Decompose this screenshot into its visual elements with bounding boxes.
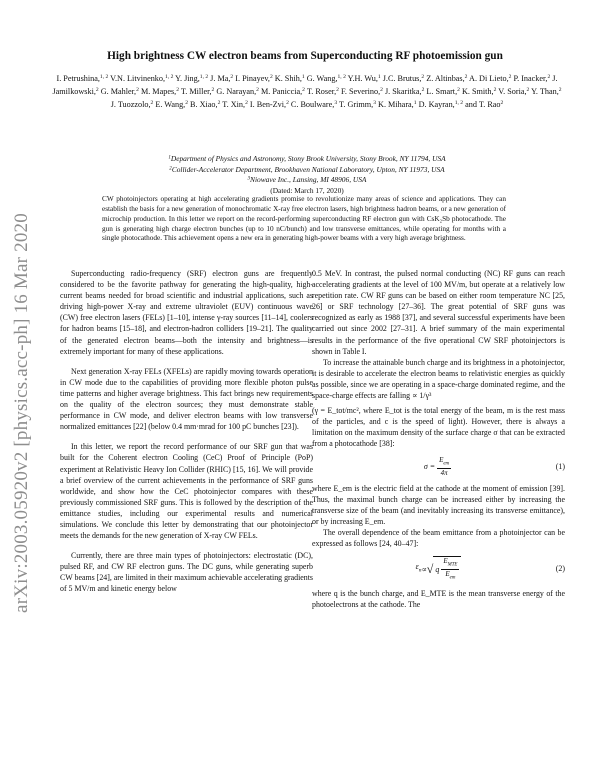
paragraph-letter: In this letter, we report the record performance of our SRF gun that was built for the Coherent electron Cooling (CeC) Proof of Principle (PoP) experiment at Relativistic Heavy Ion Collider (RHIC) [15, 16]. We will provide a brief overview of the current achievements in the performance of SRF guns worldwide, and show how the CeC photoinjector compares with these previously commissioned SRF guns. This is followed by the description of the emittance studies, including our experimental results and numerical simulations. We conclude this letter by demonstrating that our photoinjector meets the demands for the new generation of X-ray CW FELs. [60, 442, 313, 541]
author-name: P. Inacker, [511, 74, 548, 83]
author-affiliation-mark: 1, 2 [199, 74, 209, 81]
equation-1 [312, 455, 565, 479]
author-affiliation-mark: 2 [421, 74, 425, 81]
author-name: T. Xin, [220, 100, 246, 110]
author-name: and T. Rao [463, 100, 501, 110]
eq2-number: (2) [555, 564, 565, 574]
author-affiliation-mark: 2 [380, 87, 383, 94]
eq2-sqrt: √ q $\frac{E_{MTE}}{E_{em}}$ [427, 556, 462, 583]
author-affiliation-mark: 2 [526, 87, 530, 94]
author-name: I. Petrushina, [56, 74, 100, 83]
author-name: Y. Jing, [173, 74, 200, 83]
abstract: CW photoinjectors operating at high accelerating gradients promise to revolutionize many areas of science and applications. They can establish the basis for a new generation of monochromatic X-ray free electron lasers, high brightness hadron beams, or a new generation of microchip production. In this letter we report on the record-performing superconducting RF electron gun with CsK₂Sb photocathode. The gun is generating high charge electron bunches (up to 10 nC/bunch) and low transverse emittances, while operating for months with a single photocathode. This achievement opens a new era in generating high-power beams with a very high average brightness. [102, 195, 506, 243]
author-affiliation-mark: 2 [500, 100, 504, 107]
author-affiliation-mark: 1, 2 [165, 74, 174, 81]
eq1-lhs: σ = [423, 461, 436, 471]
author-affiliation-mark: 2 [547, 74, 551, 81]
paragraph-gamma-def: (γ = E_tot/mc², where E_tot is the total energy of the beam, m is the rest mass of the particles, and c is the speed of light). However, there is always a limitation on the maximum density of the surface charge σ that can be extracted from a photocathode [38]: [312, 406, 565, 449]
author-affiliation-mark: 2 [211, 87, 215, 94]
author-affiliation-mark: 2 [136, 87, 139, 94]
author-affiliation-mark: 1, 2 [454, 100, 464, 107]
author-name: I. Ben-Zvi, [247, 100, 287, 110]
author-affiliation-mark: 1, 2 [99, 74, 109, 81]
author-name: I. Pinayev, [233, 74, 270, 83]
eq2-lhs: $\varepsilon_n$ [415, 562, 422, 574]
author-name: K. Smith, [459, 87, 494, 97]
arxiv-stamp-text: arXiv:2003.05920v2 [physics.acc-ph] 16 Mar 2020 [11, 212, 32, 613]
right-column [312, 268, 565, 610]
eq1-number: (1) [555, 461, 565, 471]
affiliation-2: $^2$Collider-Accelerator Department, Brookhaven National Laboratory, Upton, NY 11973, USA [169, 164, 445, 174]
author-name: T. Grimm, [337, 100, 374, 110]
author-affiliation-mark: 2 [464, 74, 468, 81]
author-name: G. Wang, [304, 74, 338, 83]
eq1-fraction: $\frac{E_{em}}{4\pi}$ [439, 455, 450, 478]
author-name: K. Mihara, [375, 100, 414, 110]
author-affiliation-mark: 2 [493, 87, 497, 94]
author-affiliation-mark: 3 [334, 100, 338, 107]
paragraph-intro: Superconducting radio-frequency (SRF) electron guns are frequently considered to be the favorite pathway for generating the high-quality, high-current beams needed for broad scientific and industrial applications, such as driving high-power X-ray and extreme ultraviolet (EUV) continuous wave (CW) free electron lasers (FELs) [1–10], intense γ-ray sources [11–14], coolers for hadron beams [15–18], and electron-hadron colliders [19–21]. The quality of the generated electron beams—both the intensity and brightness—is extremely important for many of these applications. [60, 269, 313, 356]
author-name: M. Paniccia, [258, 87, 303, 97]
author-affiliation-mark: 1 [413, 100, 417, 107]
paragraph-space-charge: To increase the attainable bunch charge and its brightness in a photoinjector, it is desirable to accelerate the electron beams to relativistic energies as quickly as possible, since we are operating in a space-charge dominated regime, and the space-charge effects are falling ∝ 1/γ³ [312, 357, 565, 401]
author-affiliation-mark: 3 [373, 100, 376, 107]
author-affiliation-mark: 2 [230, 74, 234, 81]
author-name: T. Roser, [304, 87, 337, 97]
author-affiliation-mark: 2 [176, 87, 179, 94]
paragraph-continued: 0.5 MeV. In contrast, the pulsed normal conducting (NC) RF guns can reach accelerating gradients at the level of 100 MV/m, but operate at a relatively low repetition rate. CW RF guns can be based on either room temperature NC [25, 26] or SRF technology [27–36]. The great potential of SRF guns was recognized as early as 1988 [37], and several successful experiments have been carried out since 2002 [27–31]. A brief summary of the main experimental results in the performance of the five operational CW SRF photoinjectors is shown in Table I. [312, 269, 565, 356]
paragraph-emission: where E_em is the electric field at the cathode at the moment of emission [39]. Thus, the maximal bunch charge can be increased either by increasing the transverse size of the beam (and inevitably increasing its transverse emittance), or by increasing E_em. [312, 483, 565, 526]
author-affiliation-mark: 2 [558, 87, 562, 94]
author-affiliation-mark: 1 [377, 74, 381, 81]
author-name: F. Severino, [338, 87, 381, 97]
affiliation-3: $^3$Niowave Inc., Lansing, MI 48906, USA [247, 175, 367, 185]
author-name: Z. Altinbas, [424, 74, 465, 83]
author-affiliation-mark: 2 [421, 87, 425, 94]
author-name: M. Mapes, [138, 87, 177, 97]
author-affiliation-mark: 2 [508, 74, 512, 81]
author-name: V.N. Litvinenko, [108, 74, 166, 83]
author-name: C. Boulware, [288, 100, 335, 110]
author-name: G. Narayan, [214, 87, 257, 97]
author-affiliation-mark: 2 [269, 74, 273, 81]
author-affiliation-mark: 1 [301, 74, 305, 81]
author-name: J. Skaritka, [382, 87, 422, 97]
author-name: Y. Than, [529, 87, 559, 97]
author-affiliation-mark: 2 [286, 100, 289, 107]
author-affiliation-mark: 2 [336, 87, 339, 94]
author-name: D. Kayran, [416, 100, 455, 110]
author-name: V. Soria, [496, 87, 527, 97]
author-name: G. Mahler, [98, 87, 137, 97]
author-name: J. Jamilkowski, [52, 74, 558, 97]
paragraph-emittance: The overall dependence of the beam emittance from a photoinjector can be expressed as follows [24, 40–47]: [312, 527, 565, 548]
author-affiliation-mark: 2 [256, 87, 259, 94]
author-affiliation-mark: 2 [95, 87, 99, 94]
paragraph-photoinjectors: Currently, there are three main types of photoinjectors: electrostatic (DC), pulsed RF, and CW RF electron guns. The DC guns, while generating superb CW beams [24], are limited in their maximum achievable accelerating gradients of 5 MV/m and kinetic energy below [60, 551, 313, 594]
arxiv-stamp [2, 205, 42, 620]
author-list [52, 72, 562, 112]
eq2-proportional: ∝ [421, 564, 427, 574]
author-affiliation-mark: 2 [245, 100, 248, 107]
author-name: T. Miller, [178, 87, 212, 97]
equation-2 [312, 554, 565, 584]
paragraph-xfel: Next generation X-ray FELs (XFELs) are rapidly moving towards operation in CW mode due to the capabilities of providing more flexible photon pulse time patterns and higher average brightness. This fact brings new requirements on the quality of the electron sources; they must demonstrate stable performance in CW mode, and deliver electron beams with low transverse normalized emittances [22] (below 0.4 mm·mrad for 100 pC bunches [23]). [60, 366, 313, 432]
date-line: (Dated: March 17, 2020) [270, 185, 344, 195]
paper-title: High brightness CW electron beams from Superconducting RF photoemission gun [107, 50, 503, 62]
author-name: E. Wang, [153, 100, 186, 110]
author-name: K. Shih, [272, 74, 302, 83]
author-name: A. Di Lieto, [467, 74, 509, 83]
author-affiliation-mark: 2 [150, 100, 154, 107]
author-name: L. Smart, [424, 87, 458, 97]
author-affiliation-mark: 2 [217, 100, 221, 107]
author-affiliation-mark: 2 [457, 87, 460, 94]
author-name: J. Ma, [208, 74, 231, 83]
author-affiliation-mark: 1, 2 [337, 74, 346, 81]
author-affiliation-mark: 2 [185, 100, 188, 107]
author-affiliation-mark: 2 [302, 87, 305, 94]
left-column [60, 268, 313, 595]
author-name: J.C. Brutus, [380, 74, 422, 83]
author-name: J. Tuozzolo, [110, 100, 151, 110]
author-name: Y.H. Wu, [345, 74, 378, 83]
affiliations [52, 154, 562, 196]
affiliation-1: $^1$Department of Physics and Astronomy, Stony Brook University, Stony Brook, NY 11794, USA [168, 154, 446, 163]
author-name: B. Xiao, [188, 100, 218, 110]
paragraph-final: where q is the bunch charge, and E_MTE is the mean transverse energy of the photoelectrons at the cathode. The [312, 589, 565, 610]
